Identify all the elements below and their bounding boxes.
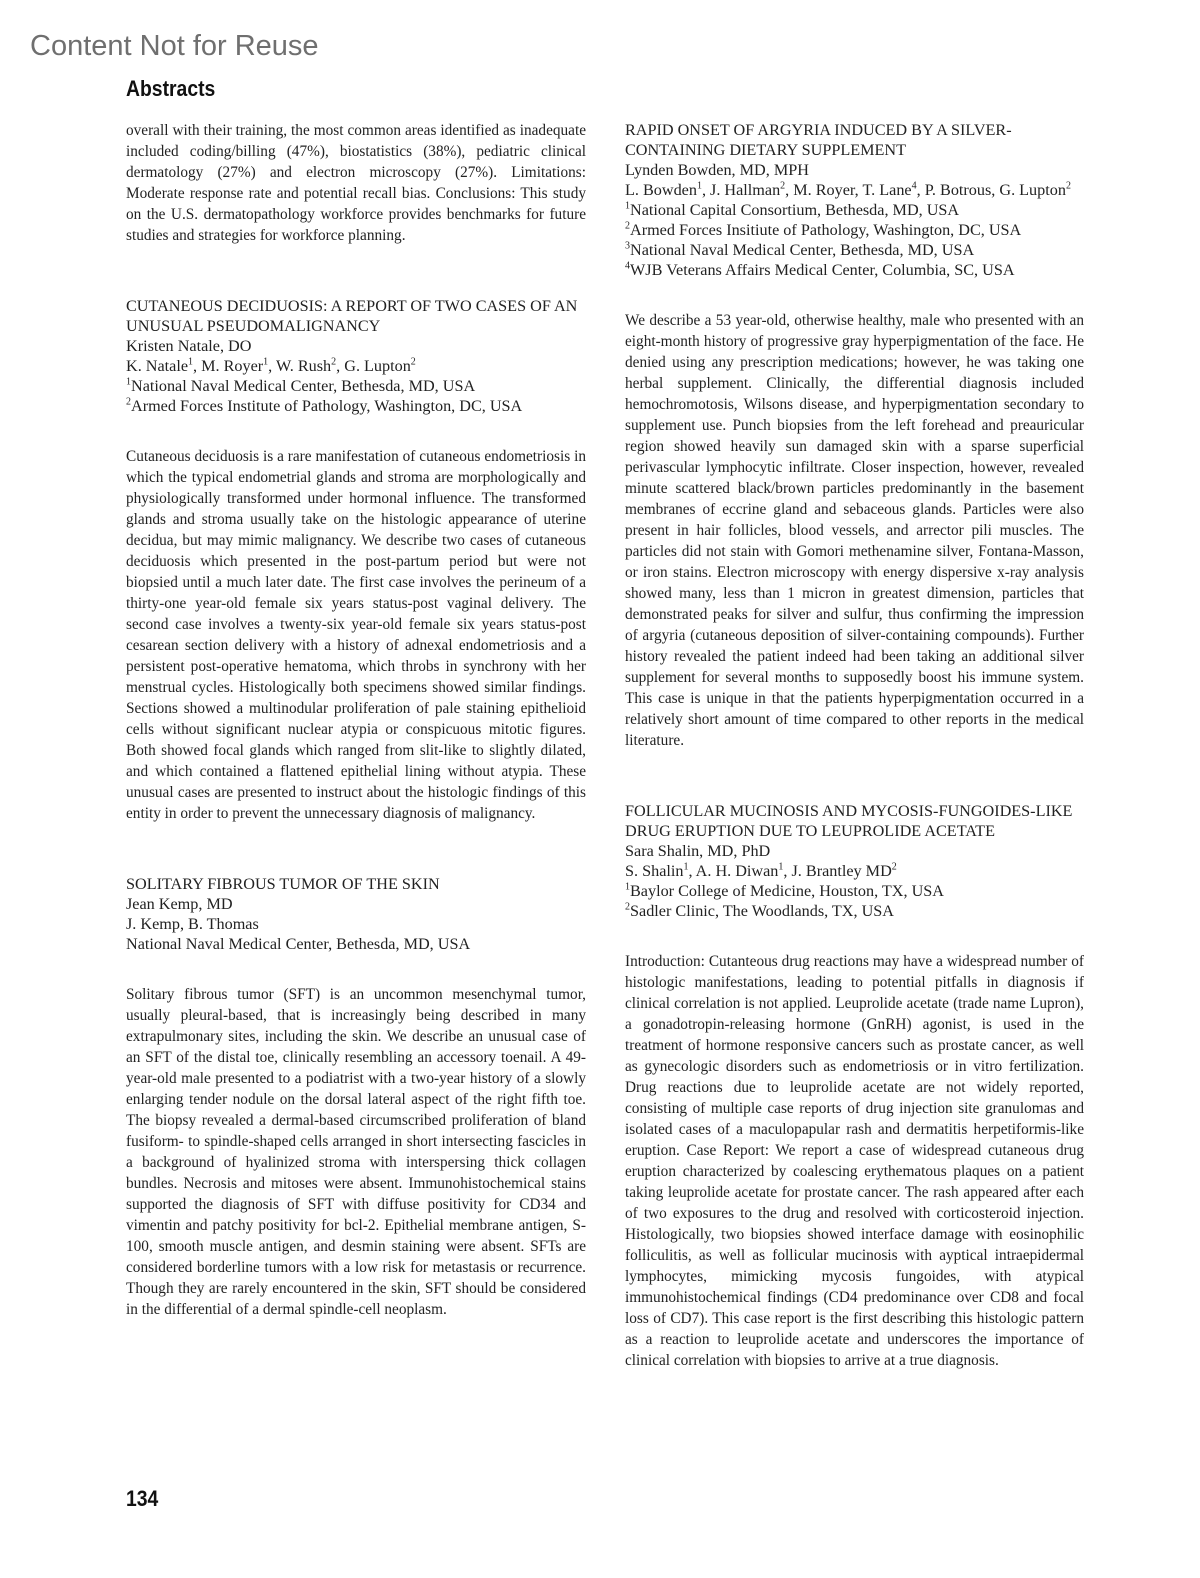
author-sup: 4 (911, 180, 917, 192)
section-title: Abstracts (126, 76, 216, 101)
affiliation-text: Armed Forces Institute of Pathology, Washington, DC, USA (131, 397, 523, 415)
author: L. Bowden (625, 181, 697, 199)
affiliation-sup: 1 (625, 200, 630, 212)
author: M. Royer (201, 357, 264, 375)
affiliation (625, 220, 1084, 240)
left-column (126, 120, 586, 1320)
author-sup: 2 (1065, 180, 1071, 192)
affiliation-sup: 1 (625, 881, 630, 893)
presenter: Lynden Bowden, MD, MPH (625, 161, 809, 179)
author: P. Botrous (924, 181, 992, 199)
affiliation (625, 240, 1084, 260)
abstract-body: Cutaneous deciduosis is a rare manifestation of cutaneous endometriosis in which the typical endometrial glands and stroma are morphologically and physiologically transformed under hormonal influence. The transformed glands and stroma usually take on the histologic appearance of uterine decidua, but may mimic malignancy. We describe two cases of cutaneous deciduosis which presented in the post-partum period but were not biopsied until a much later date. The first case involves the perineum of a thirty-one year-old female six years status-post vaginal delivery. The second case involves a twenty-six year-old female six years status-post cesarean section delivery with a history of adnexal endometriosis and a persistent post-operative hematoma, which throbs in synchrony with her menstrual cycles. Histologically both specimens showed similar findings. Sections showed a multinodular proliferation of pale staining epithelioid cells without significant nuclear atypia or conspicuous mitotic figures. Both showed focal glands which ranged from slit-like to slightly dilated, and which contained a flattened epithelial lining without atypia. These unusual cases are presented to instruct about the histologic findings of this entity in order to prevent the unnecessary diagnosis of malignancy. (126, 448, 586, 822)
author: S. Shalin (625, 862, 684, 880)
author-sup: 2 (780, 180, 786, 192)
affiliation-text: National Naval Medical Center, Bethesda, MD, USA (630, 241, 975, 259)
author: W. Rush (275, 357, 332, 375)
author: G. Lupton (999, 181, 1066, 199)
affiliation (625, 200, 1084, 220)
author-list: J. Kemp, B. Thomas (126, 915, 259, 933)
author: J. Brantley MD (791, 862, 892, 880)
author: A. H. Diwan (695, 862, 779, 880)
author-sup: 1 (696, 180, 702, 192)
affiliation-sup: 2 (126, 396, 131, 408)
author-sup: 1 (188, 356, 194, 368)
affiliation (625, 260, 1084, 280)
author-sup: 1 (683, 861, 689, 873)
abstract-body: We describe a 53 year-old, otherwise healthy, male who presented with an eight-month history of progressive gray hyperpigmentation of the face. He denied using any prescription medications; however, he was taking one herbal supplement. Clinically, the differential diagnosis included hemochromotosis, Wilsons disease, and hyperpigmentation secondary to supplement use. Punch biopsies from the left forehead and preauricular region showed heavily sun damaged skin with a sparse superficial perivascular lymphocytic infiltrate. Closer inspection, however, revealed minute scattered black/brown particles predominantly in the basement membranes of eccrine gland and sebaceous glands. Particles were also present in hair follicles, blood vessels, and arrector pili muscles. The particles did not stain with Gomori methenamine silver, Fontana-Masson, or iron stains. Electron microscopy with energy dispersive x-ray analysis showed many, less than 1 micron in greatest dimension, particles that demonstrated peaks for silver and sulfur, thus confirming the impression of argyria (cutaneous deposition of silver-containing compounds). Further history revealed the patient indeed had been taking an additional silver supplement for several months to supposedly boost his immune system. This case is unique in that the patients hyperpigmentation occurred in a relatively short amount of time compared to other reports in the medical literature. (625, 312, 1084, 749)
intro-paragraph: overall with their training, the most common areas identified as inadequate included coding/billing (47%), biostatistics (38%), pediatric clinical dermatology (27%) and electron microscopy (27%). Limitations: Moderate response rate and potential recall bias. Conclusions: This study on the U.S. dermatopathology workforce provides benchmarks for future studies and strategies for workforce planning. (126, 122, 586, 244)
watermark: Content Not for Reuse (30, 30, 319, 62)
author: M. Royer (793, 181, 855, 199)
abstract-cutaneous-deciduosis (126, 296, 586, 824)
author-sup: 2 (331, 356, 337, 368)
abstract-title: CUTANEOUS DECIDUOSIS: A REPORT OF TWO CASES OF AN UNUSUAL PSEUDOMALIGNANCY (126, 297, 578, 335)
abstract-body: Solitary fibrous tumor (SFT) is an uncommon mesenchymal tumor, usually pleural-based, that is increasingly being described in many extrapulmonary sites, including the skin. We describe an unusual case of an SFT of the distal toe, clinically resembling an accessory toenail. A 49-year-old male presented to a podiatrist with a two-year history of a slowly enlarging tender nodule on the dorsal lateral aspect of the right fifth toe. The biopsy revealed a dermal-based circumscribed proliferation of bland fusiform- to spindle-shaped cells arranged in short intersecting fascicles in a background of hyalinized stroma with interspersing thick collagen bundles. Necrosis and mitoses were absent. Immunohistochemical stains supported the diagnosis of SFT with diffuse positivity for CD34 and vimentin and patchy positivity for bcl-2. Epithelial membrane antigen, S-100, smooth muscle antigen, and desmin staining were absent. SFTs are considered borderline tumors with a low risk for metastasis or recurrence. Though they are rarely encountered in the skin, SFT should be considered in the differential of a dermal spindle-cell neoplasm. (126, 986, 586, 1318)
affiliation-text: Armed Forces Insitiute of Pathology, Washington, DC, USA (630, 221, 1022, 239)
affiliation-text: Sadler Clinic, The Woodlands, TX, USA (630, 902, 894, 920)
affiliation-sup: 4 (625, 260, 630, 272)
affiliation-sup: 2 (625, 220, 630, 232)
page-number: 134 (126, 1486, 159, 1511)
author-sup: 1 (263, 356, 269, 368)
author-sup: 2 (410, 356, 416, 368)
abstract-title: RAPID ONSET OF ARGYRIA INDUCED BY A SILVER-CONTAINING DIETARY SUPPLEMENT (625, 121, 1012, 159)
affiliation (625, 881, 1084, 901)
author-list: S. Shalin$^1$, A. H. Diwan$^1$, J. Brantley $MD^2$ (625, 861, 897, 880)
right-column (625, 120, 1084, 1371)
author-list: L. Bowden$^1$, J. Hallman$^2$, M. Royer, T. Lane$^4$, P. Botrous, G. Lupton$^2$ (625, 180, 1071, 199)
affiliation-sup: 1 (126, 376, 131, 388)
abstract-follicular-mucinosis (625, 801, 1084, 1371)
abstract-title: FOLLICULAR MUCINOSIS AND MYCOSIS-FUNGOIDES-LIKE DRUG ERUPTION DUE TO LEUPROLIDE ACETATE (625, 802, 1073, 840)
affiliation (126, 376, 586, 396)
author: K. Natale (126, 357, 189, 375)
abstract-title: SOLITARY FIBROUS TUMOR OF THE SKIN (126, 875, 440, 893)
affiliation-text: Baylor College of Medicine, Houston, TX, USA (630, 882, 944, 900)
affiliation-text: National Naval Medical Center, Bethesda, MD, USA (131, 377, 476, 395)
author-list: K. Natale$^1$, M. Royer$^1$, W. Rush$^2$, G. Lupton$^2$ (126, 356, 416, 375)
presenter: Jean Kemp, MD (126, 895, 233, 913)
author: T. Lane (862, 181, 912, 199)
affiliation: National Naval Medical Center, Bethesda, MD, USA (126, 935, 471, 953)
author-sup: 2 (891, 861, 897, 873)
abstract-body: Introduction: Cutanteous drug reactions may have a widespread number of histologic manifestations, leading to potential pitfalls in diagnosis if clinical correlation is not applied. Leuprolide acetate (trade name Lupron), a gonadotropin-releasing hormone (GnRH) agonist, is used in the treatment of hormone responsive cancers such as prostate cancer, as well as gynecologic disorders such as endometriosis or in vitro fertilization. Drug reactions due to leuprolide acetate are not widely reported, consisting of multiple case reports of drug injection site granulomas and isolated cases of a maculopapular rash and dermatitis herpetiformis-like eruption. Case Report: We report a case of widespread cutaneous drug eruption characterized by coalescing erythematous plaques on a patient taking leuprolide acetate for prostate cancer. The rash appeared after each of two exposures to the drug and resolved with corticosteroid injection. Histologically, two biopsies showed interface damage with eosinophilic folliculitis, as well as follicular mucinosis with ayptical intraepidermal lymphocytes, mimicking mycosis fungoides, with atypical immunohistochemical findings (CD4 predominance over CD8 and focal loss of CD7). This case report is the first describing this histologic pattern as a reaction to leuprolide acetate and underscores the importance of clinical correlation with biopsies to arrive at a true diagnosis. (625, 953, 1084, 1369)
affiliation-sup: 3 (625, 240, 630, 252)
affiliation-text: WJB Veterans Affairs Medical Center, Columbia, SC, USA (630, 261, 1015, 279)
presenter: Kristen Natale, DO (126, 337, 252, 355)
affiliation (625, 901, 1084, 921)
author: G. Lupton (344, 357, 411, 375)
author-sup: 1 (778, 861, 784, 873)
author: J. Hallman (710, 181, 781, 199)
abstract-argyria (625, 120, 1084, 751)
abstract-solitary-fibrous-tumor (126, 874, 586, 1320)
affiliation (126, 396, 586, 416)
affiliation-text: National Capital Consortium, Bethesda, MD, USA (630, 201, 960, 219)
presenter: Sara Shalin, MD, PhD (625, 842, 771, 860)
affiliation-sup: 2 (625, 901, 630, 913)
